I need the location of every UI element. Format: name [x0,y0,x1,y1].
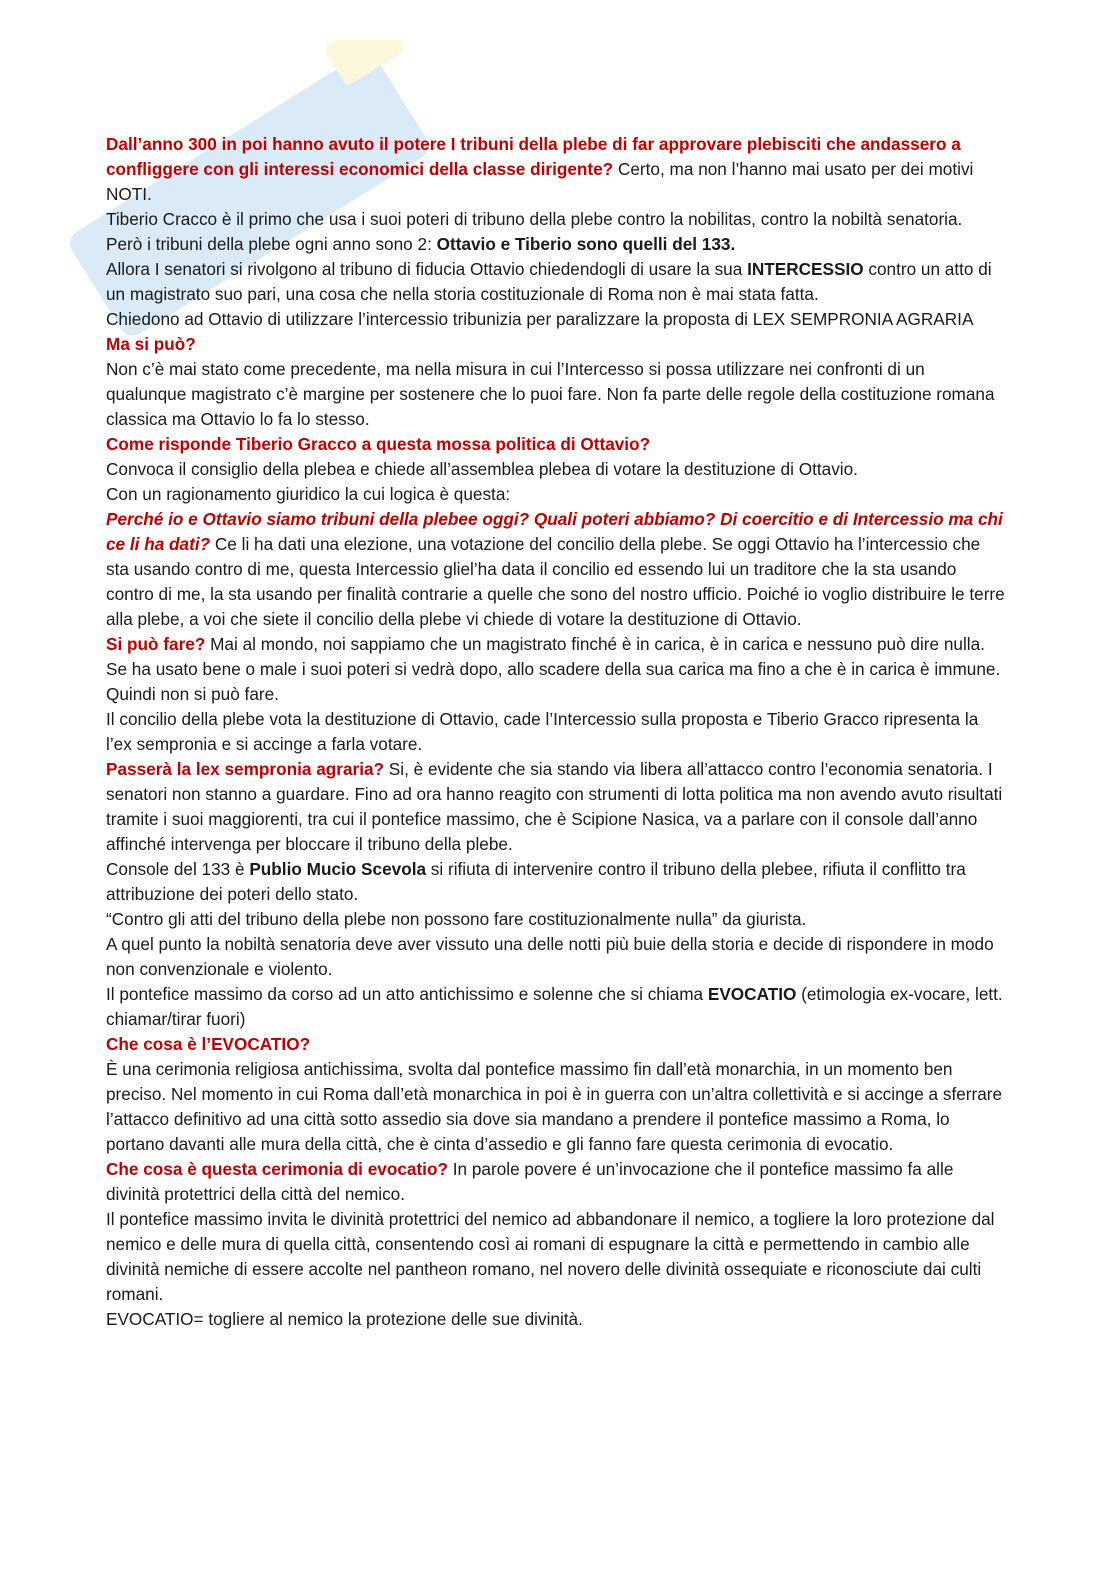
paragraph-11: Perché io e Ottavio siamo tribuni della plebee oggi? Quali poteri abbiamo? Di coercitio e di Intercessio ma chi ce li ha dati? Ce li ha dati una elezione, una votazione del concilio della plebe. Se oggi Ottavio ha l’intercessio che sta usando contro di me, questa Intercessio gliel’ha data il concilio ed essendo lui un traditore che la sta usando contro di me, la sta usando per finalità contrarie a quelle che sono del nostro ufficio. Poiché io voglio distribuire le terre alla plebe, a voi che siete il concilio della plebe vi chiede di votare la destituzione di Ottavio. [106,509,1005,629]
question-heading: Ma si può? [106,334,196,354]
paragraph-1: Dall’anno 300 in poi hanno avuto il potere I tribuni della plebe di far approvare plebisciti che andassero a confliggere con gli interessi economici della classe dirigente? Certo, ma non l’hanno mai usato per dei motivi NOTI. [106,134,974,204]
paragraph-5: Chiedono ad Ottavio di utilizzare l’intercessio tribunizia per paralizzare la proposta di LEX SEMPRONIA AGRARIA [106,309,974,329]
paragraph-20: È una cerimonia religiosa antichissima, svolta dal pontefice massimo fin dall’età monarchia, in un momento ben preciso. Nel momento in cui Roma dall’età monarchica in poi è in guerra con un’altra collettività e si accinge a sferrare l’attacco definitivo ad una città sotto assedio sia dove sia mandano a prendere il pontefice massimo a Roma, lo portano davanti alle mura della città, che è cinta d’assedio e gli fanno fare questa cerimonia di evocatio. [106,1059,1003,1154]
paragraph-10: Con un ragionamento giuridico la cui logica è questa: [106,484,511,504]
paragraph-3: Però i tribuni della plebe ogni anno sono 2: Ottavio e Tiberio sono quelli del 133. [106,234,736,254]
paragraph-18: Il pontefice massimo da corso ad un atto antichissimo e solenne che si chiama EVOCATIO (etimologia ex-vocare, lett. chiamar/tirar fuori) [106,984,1003,1029]
question-heading: Che cosa è l’EVOCATIO? [106,1034,311,1054]
document-body [106,132,1006,1332]
paragraph-4: Allora I senatori si rivolgono al tribuno di fiducia Ottavio chiedendogli di usare la sua INTERCESSIO contro un atto di un magistrato suo pari, una cosa che nella storia costituzionale di Roma non è mai stata fatta. [106,259,992,304]
paragraph-2: Tiberio Cracco è il primo che usa i suoi poteri di tribuno della plebe contro la nobilitas, contro la nobiltà senatoria. [106,209,963,229]
paragraph-13: Il concilio della plebe vota la destituzione di Ottavio, cade l’Intercessio sulla proposta e Tiberio Gracco ripresenta la l’ex sempronia e si accinge a farla votare. [106,709,979,754]
question-heading: Come risponde Tiberio Gracco a questa mossa politica di Ottavio? [106,434,651,454]
paragraph-15: Console del 133 è Publio Mucio Scevola si rifiuta di intervenire contro il tribuno della plebee, rifiuta il conflitto tra attribuzione dei poteri dello stato. [106,859,966,904]
paragraph-23: EVOCATIO= togliere al nemico la protezione delle sue divinità. [106,1309,583,1329]
paragraph-9: Convoca il consiglio della plebea e chiede all’assemblea plebea di votare la destituzione di Ottavio. [106,459,858,479]
paragraph-22: Il pontefice massimo invita le divinità protettrici del nemico ad abbandonare il nemico, a togliere la loro protezione dal nemico e delle mura di quella città, consentendo così ai romani di espugnare la città e permettendo in cambio alle divinità nemiche di essere accolte nel pantheon romano, nel novero delle divinità ossequiate e riconosciute dai culti romani. [106,1209,995,1304]
paragraph-14: Passerà la lex sempronia agraria? Si, è evidente che sia stando via libera all’attacco contro l’economia senatoria. I senatori non stanno a guardare. Fino ad ora hanno reagito con strumenti di lotta politica ma non avendo avuto risultati tramite i suoi maggiorenti, tra cui il pontefice massimo, che è Scipione Nasica, va a parlare con il console dall’anno affinché intervenga per bloccare il tribuno della plebe. [106,759,1003,854]
paragraph-21: Che cosa è questa cerimonia di evocatio? In parole povere é un’invocazione che il pontefice massimo fa alle divinità protettrici della città del nemico. [106,1159,954,1204]
paragraph-7: Non c’è mai stato come precedente, ma nella misura in cui l’Intercesso si possa utilizzare nei confronti di un qualunque magistrato c’è margine per sostenere che lo puoi fare. Non fa parte delle regole della costituzione romana classica ma Ottavio lo fa lo stesso. [106,359,995,429]
paragraph-12: Si può fare? Mai al mondo, noi sappiamo che un magistrato finché è in carica, è in carica e nessuno può dire nulla. Se ha usato bene o male i suoi poteri si vedrà dopo, allo scadere della sua carica ma fino a che è in carica è immune. Quindi non si può fare. [106,634,1001,704]
paragraph-17: A quel punto la nobiltà senatoria deve aver vissuto una delle notti più buie della storia e decide di rispondere in modo non convenzionale e violento. [106,934,994,979]
paragraph-16: “Contro gli atti del tribuno della plebe non possono fare costituzionalmente nulla” da giurista. [106,909,807,929]
